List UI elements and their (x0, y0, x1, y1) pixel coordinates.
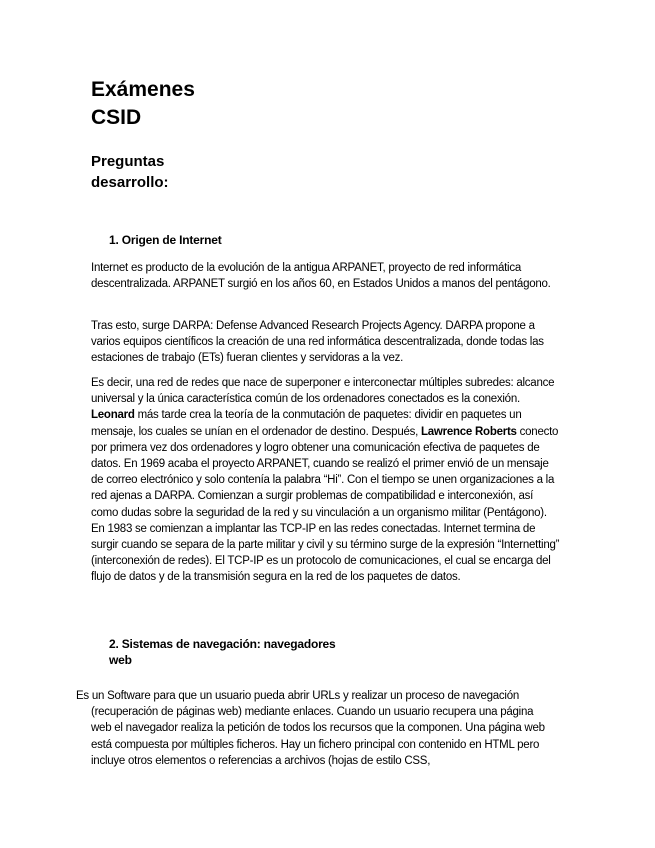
subtitle-line-2: desarrollo: (91, 174, 169, 191)
paragraph-3-text-a: Es decir, una red de redes que nace de superponer e interconectar múltiples subredes: alcance universal y la única característica común de los ordenadores conectados es la conexión. (91, 377, 555, 406)
paragraph-3-text-c: conecto por primera vez dos ordenadores y logro obtener una comunicación efectiva de paquetes de datos. En 1969 acaba el proyecto ARPANET, cuando se realizó el primer envió de un mensaje de correo electrónico y solo contenía la palabra “Hi”. Con el tiempo se unen organizaciones a la red ajenas a DARPA. Comienzan a surgir problemas de compatibilidad e interconexión, así como dudas sobre la seguridad de la red y su vinculación a un organismo militar (Pentágono). En 1983 se comienzan a implantar las TCP-IP en las redes conectadas. Internet termina de surgir cuando se separa de la parte militar y civil y su término surge de la expresión “Internetting” (interconexión de redes). El TCP-IP es un protocolo de comunicaciones, el cual se encarga del flujo de datos y de la transmisión segura en la red de los paquetes de datos. (91, 425, 560, 584)
section-1-paragraph-1: Internet es producto de la evolución de la antigua ARPANET, proyecto de red informática descentralizada. ARPANET surgió en los años 60, en Estados Unidos a manos del pentágono. (91, 262, 551, 291)
section-1-paragraph-2: Tras esto, surge DARPA: Defense Advanced Research Projects Agency. DARPA propone a varios equipos científicos la creación de una red informática descentralizada, donde todas las estaciones de trabajo (ETs) fueran clientes y servidoras a la vez. (91, 320, 544, 365)
section-2-paragraph-1: Es un Software para que un usuario pueda abrir URLs y realizar un proceso de navegación (recuperación de páginas web) mediante enlaces. Cuando un usuario recupera una página web el navegador realiza la petición de todos los recursos que la componen. Una página web está compuesta por múltiples ficheros. Hay un fichero principal con contenido en HTML pero incluye otros elementos o referencias a archivos (hojas de estilo CSS, (76, 690, 545, 767)
title-line-2: CSID (91, 106, 142, 129)
section-2-heading-line-2: web (109, 653, 132, 667)
subtitle-line-1: Preguntas (91, 153, 165, 170)
name-leonard: Leonard (91, 409, 135, 422)
section-2-heading (109, 636, 349, 668)
name-lawrence-roberts: Lawrence Roberts (421, 425, 517, 438)
document-subtitle (91, 151, 251, 193)
section-1-paragraph-3 (91, 375, 561, 586)
section-1-heading: 1. Origen de Internet (109, 233, 222, 247)
title-line-1: Exámenes (91, 78, 195, 101)
section-2-heading-line-1: 2. Sistemas de navegación: navegadores (109, 637, 336, 651)
paragraph-3-text-b: más tarde crea la teoría de la conmutación de paquetes: dividir en paquetes un mensaje, los cuales se unían en el ordenador de destino. Después, (91, 409, 522, 438)
document-title (91, 76, 291, 132)
